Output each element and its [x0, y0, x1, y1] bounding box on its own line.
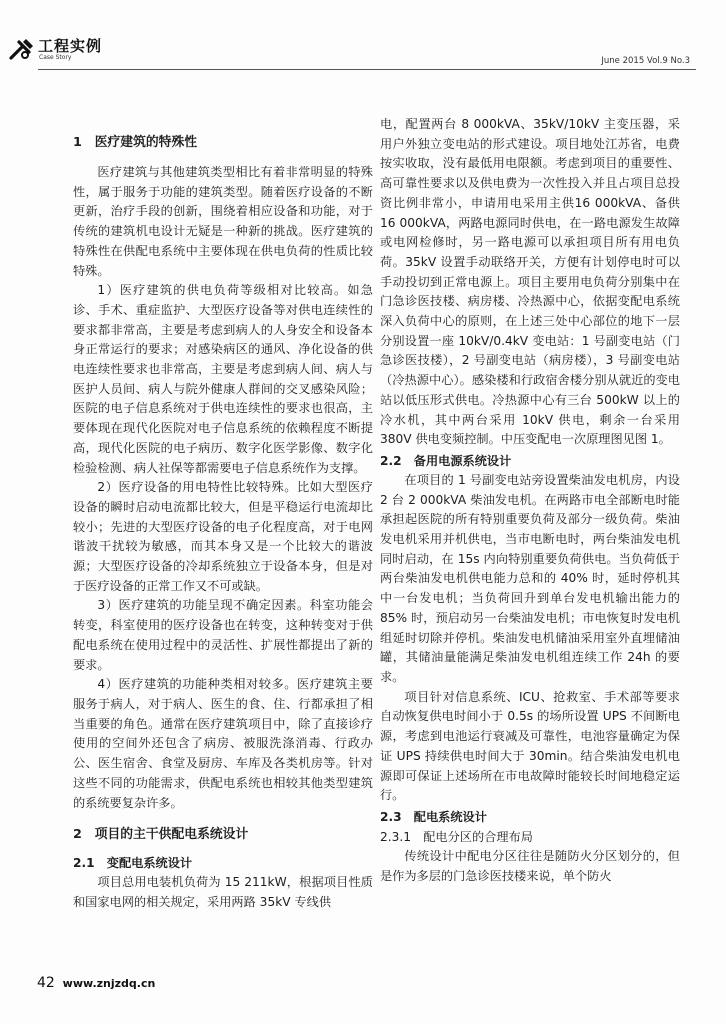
- website-link[interactable]: www.znjzdq.cn: [62, 977, 156, 990]
- paragraph: 2）医疗设备的用电特性比较特殊。比如大型医疗设备的瞬时启动电流都比较大，但是平稳运行电流却比较小；先进的大型医疗设备的电子化程度高，对于电网谐波干扰较为敏感，而其本身又是一个比较大的谐波源；大型医疗设备的冷却系统独立于设备本身，但是对于医疗设备的正常工作又不可或缺。: [73, 480, 373, 593]
- paragraph: 传统设计中配电分区往往是随防火分区划分的，但是作为多层的门急诊医技楼来说，单个防火: [380, 848, 680, 883]
- page-header: [0, 30, 726, 70]
- paragraph: 项目总用电装机负荷为 15 211kW，根据项目性质和国家电网的相关规定，采用两路 35kV 专线供: [73, 875, 373, 909]
- issue-info: June 2015 Vol.9 No.3: [601, 56, 690, 66]
- paragraph: 4）医疗建筑的功能种类相对较多。医疗建筑主要服务于病人，对于病人、医生的食、住、行都承担了相当重要的角色。通常在医疗建筑项目中，除了直接诊疗使用的空间外还包含了病房、被服洗涤消毒、行政办公、医生宿舍、食堂及厨房、车库及各类机房等。针对这些不同的功能需求，供配电系统也相较其他类型建筑的系统要复杂许多。: [73, 677, 373, 810]
- subsection-heading: 2.1 变配电系统设计: [73, 856, 193, 871]
- section-heading: 2 项目的主干供配电系统设计: [73, 827, 249, 843]
- page-footer: [37, 975, 155, 991]
- column-subtitle: Case Story: [39, 54, 72, 61]
- page-number: 42: [37, 975, 55, 991]
- paragraph: 项目针对信息系统、ICU、抢救室、手术部等要求自动恢复供电时间小于 0.5s 的场所设置 UPS 不间断电源，考虑到电池运行衰减及可靠性，电池容量确定为保证 UPS 持续供电时间大于 30min。结合柴油发电机电源即可保证上述场所在市电故障时能较长时间地稳定运行。: [380, 689, 680, 803]
- paragraph: 3）医疗建筑的功能呈现不确定因素。科室功能会转变，科室使用的医疗设备也在转变，这种转变对于供配电系统在使用过程中的灵活性、扩展性都提出了新的要求。: [73, 598, 373, 672]
- paragraph: 医疗建筑与其他建筑类型相比有着非常明显的特殊性，属于服务于功能的建筑类型。随着医疗设备的不断更新，治疗手段的创新，围绕着相应设备和功能，对于传统的建筑机电设计无疑是一种新的挑战。医疗建筑的特殊性在供配电系统中主要体现在供电负荷的性质比较特殊。: [73, 165, 373, 278]
- column-title: 工程实例: [38, 37, 103, 55]
- right-column: [380, 115, 680, 886]
- section-heading: 1 医疗建筑的特殊性: [73, 135, 198, 150]
- left-column: [73, 115, 373, 913]
- header-divider: [38, 69, 696, 70]
- subsection-heading: 2.3 配电系统设计: [380, 809, 487, 824]
- paragraph: 在项目的 1 号副变电站旁设置柴油发电机房，内设 2 台 2 000kVA 柴油发电机。在两路市电全部断电时能承担起医院的所有特别重要负荷及部分一级负荷。柴油发电机采用并机供电，当市电断电时，两台柴油发电机同时启动，在 15s 内向特别重要负荷供电。当负荷低于两台柴油发电机供电能力总和的 40% 时，延时停机其中一台发电机；当负荷回升到单台发电机输出能力的 85% 时，预启动另一台柴油发电机；市电恢复时发电机组延时切除并停机。柴油发电机储油采用室外直埋储油罐，其储油量能满足柴油发电机组连续工作 24h 的要求。: [380, 472, 680, 684]
- paragraph: 电，配置两台 8 000kVA、35kV/10kV 主变压器，采用户外独立变电站的形式建设。项目地处江苏省，电费按实收取，没有最低用电限额。考虑到项目的重要性、高可靠性要求以及供电费为一次性投入并且占项目总投资比例非常小，申请用电采用主供16 000kVA、备供 16 000kVA，两路电源同时供电，在一路电源发生故障或电网检修时，另一路电源可以承担项目所有用电负荷。35kV 设置手动联络开关，方便有计划停电时可以手动投切到正常电源上。项目主要用电负荷分别集中在门急诊医技楼、病房楼、冷热源中心，依据变配电系统深入负荷中心的原则，在上述三处中心部位的地下一层分别设置一座 10kV/0.4kV 变电站：1 号副变电站（门急诊医技楼），2 号副变电站（病房楼），3 号副变电站（冷热源中心）。感染楼和行政宿舍楼分别从就近的变电站以低压形式供电。冷热源中心有三台 500kW 以上的冷水机，其中两台采用 10kV 供电，剩余一台采用 380V 供电变频控制。中压变配电一次原理图见图 1。: [380, 117, 680, 447]
- subsubsection-heading: 2.3.1 配电分区的合理布局: [380, 829, 533, 844]
- wrench-hammer-icon: [8, 36, 36, 62]
- subsection-heading: 2.2 备用电源系统设计: [380, 453, 512, 468]
- paragraph: 1）医疗建筑的供电负荷等级相对比较高。如急诊、手术、重症监护、大型医疗设备等对供电连续性的要求都非常高，主要是考虑到病人的人身安全和设备本身正常运行的要求；对感染病区的通风、净化设备的供电连续性要求也非常高，主要是考虑到病人间、病人与医护人员间、病人与院外健康人群间的交叉感染风险；医院的电子信息系统对于供电连续性的要求也很高，主要体现在现代化医院对电子信息系统的依赖程度不断提高，现代化医院的电子病历、数字化医学影像、数字化检验检测、病人社保等都需要电子信息系统作为支撑。: [73, 283, 373, 475]
